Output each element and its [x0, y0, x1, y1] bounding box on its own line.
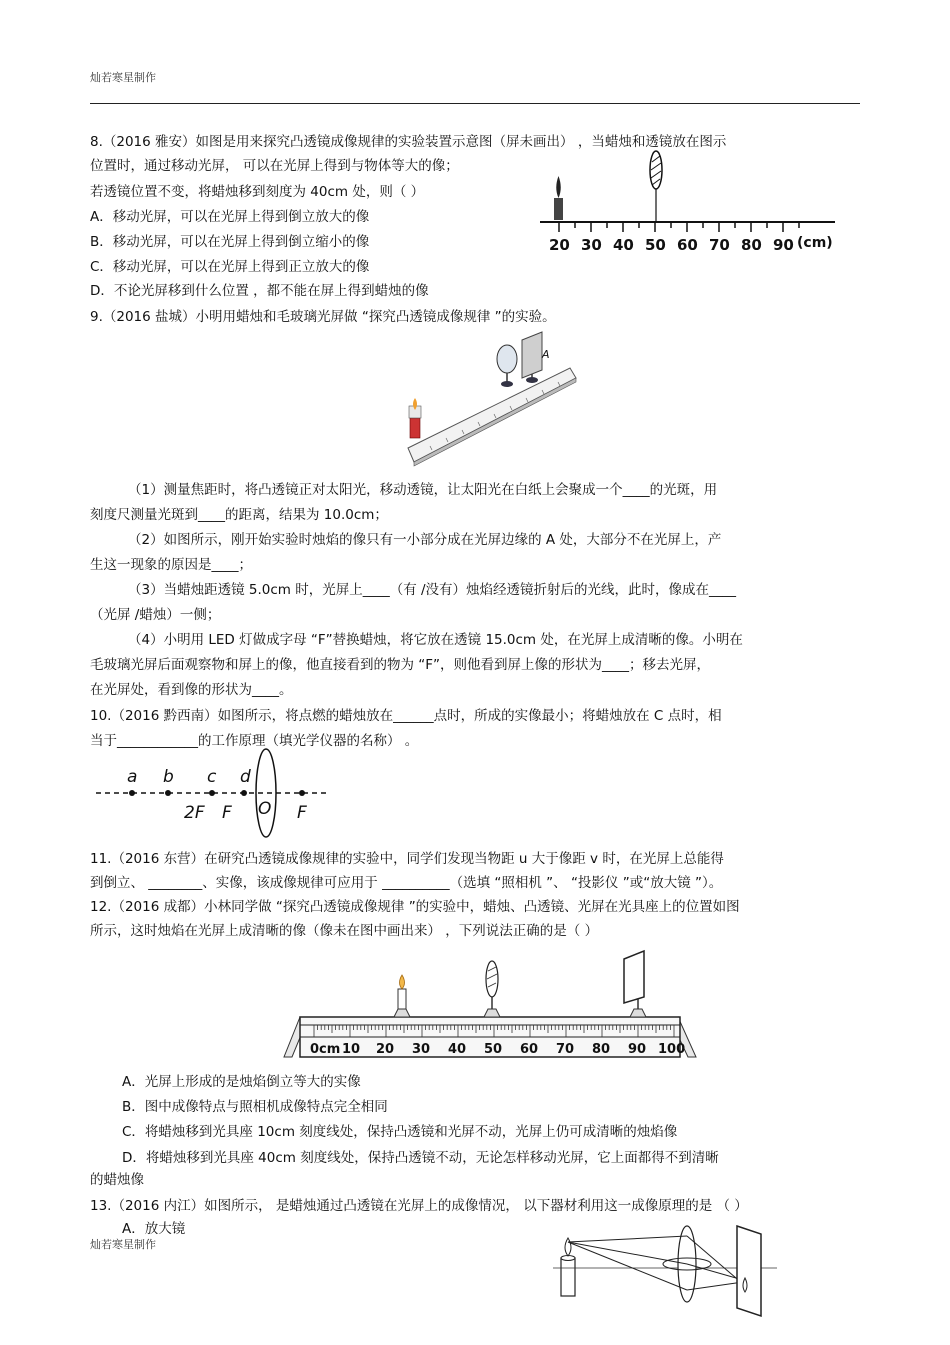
- q13-option-a: A．放大镜: [122, 1221, 186, 1237]
- point-c-label: c: [207, 767, 217, 787]
- label-2f: 2F: [184, 803, 205, 823]
- convex-lens-icon: [497, 345, 517, 373]
- bench-tick-50: 50: [484, 1042, 503, 1057]
- q13-figure-lens-imaging: [553, 1220, 783, 1318]
- q10-line-1: 10.（2016 黔西南）如图所示，将点燃的蜡烛放在______点时，所成的实像最小；将蜡烛放在 C 点时，相: [90, 708, 722, 724]
- ruler-tick-90: 90: [773, 236, 794, 254]
- bench-tick-100: 100: [658, 1042, 686, 1057]
- q9-part-1-line-1: （1）测量焦距时，将凸透镜正对太阳光，移动透镜，让太阳光在白纸上会聚成一个____的光斑，用: [128, 482, 718, 498]
- ruler-tick-80: 80: [741, 236, 762, 254]
- point-b-label: b: [163, 767, 174, 787]
- q9-part-2-line-1: （2）如图所示，刚开始实验时烛焰的像只有一小部分成在光屏边缘的 A 处，大部分不在光屏上，产: [128, 532, 722, 548]
- ruler-tick-60: 60: [677, 236, 698, 254]
- label-o: O: [258, 799, 272, 819]
- bench-tick-70: 70: [556, 1042, 575, 1057]
- q9-part-4-line-2: 毛玻璃光屏后面观察物和屏上的像，他直接看到的物为 “F”，则他看到屏上像的形状为____；移去光屏，: [90, 657, 711, 673]
- candle-icon: [398, 989, 406, 1009]
- header-watermark: 灿若寒星制作: [90, 71, 156, 84]
- q8-figure-ruler: [535, 148, 845, 260]
- light-screen-icon: [737, 1226, 761, 1316]
- q8-line-3: 若透镜位置不变，将蜡烛移到刻度为 40cm 处，则（ ）: [90, 184, 425, 200]
- q12-option-c: C．将蜡烛移到光具座 10cm 刻度线处，保持凸透镜和光屏不动，光屏上仍可成清晰的烛焰像: [122, 1124, 678, 1140]
- q12-line-1: 12.（2016 成都）小林同学做 “探究凸透镜成像规律 ”的实验中，蜡烛、凸透镜、光屏在光具座上的位置如图: [90, 899, 740, 915]
- q9-figure-optical-bench: [400, 330, 585, 470]
- ruler-tick-40: 40: [613, 236, 634, 254]
- q11-line-2: 到倒立、 ________、实像，该成像规律可应用于 __________（选填 “照相机 ”、 “投影仪 ”或“放大镜 ”）。: [90, 875, 723, 891]
- q9-part-4-line-1: （4）小明用 LED 灯做成字母 “F”替换蜡烛，将它放在透镜 15.0cm 处，在光屏上成清晰的像。小明在: [128, 632, 743, 648]
- point-d-label: d: [240, 767, 251, 787]
- q8-option-b: B．移动光屏，可以在光屏上得到倒立缩小的像: [90, 234, 370, 250]
- ruler-tick-30: 30: [581, 236, 602, 254]
- flame-icon: [400, 975, 405, 989]
- q12-line-2: 所示，这时烛焰在光屏上成清晰的像（像未在图中画出来） ，下列说法正确的是（ ）: [90, 923, 599, 939]
- q8-line-2: 位置时，通过移动光屏， 可以在光屏上得到与物体等大的像；: [90, 158, 459, 174]
- label-f-right: F: [297, 803, 307, 823]
- bench-tick-0: 0cm: [310, 1042, 341, 1057]
- ruler-tick-50: 50: [645, 236, 666, 254]
- candle-icon: [554, 198, 563, 220]
- bench-tick-10: 10: [342, 1042, 361, 1057]
- flame-icon: [565, 1238, 571, 1256]
- bench-tick-30: 30: [412, 1042, 431, 1057]
- flame-icon: [556, 176, 561, 198]
- q9-part-4-line-3: 在光屏处，看到像的形状为____。: [90, 682, 293, 698]
- candle-icon: [410, 418, 420, 438]
- q9-part-3-line-2: （光屏 /蜡烛）一侧；: [90, 607, 221, 623]
- q8-option-d: D．不论光屏移到什么位置 ，都不能在屏上得到蜡烛的像: [90, 283, 429, 299]
- label-f-left: F: [222, 803, 232, 823]
- q12-option-d-line-2: 的蜡烛像: [90, 1172, 144, 1188]
- ruler-tick-20: 20: [549, 236, 570, 254]
- bench-tick-40: 40: [448, 1042, 467, 1057]
- q9-part-3-line-1: （3）当蜡烛距透镜 5.0cm 时，光屏上____（有 /没有）烛焰经透镜折射后的光线，此时，像成在____: [128, 582, 737, 598]
- q9-part-2-line-2: 生这一现象的原因是____；: [90, 557, 252, 573]
- q12-option-a: A．光屏上形成的是烛焰倒立等大的实像: [122, 1074, 361, 1090]
- bench-tick-20: 20: [376, 1042, 395, 1057]
- header-divider: [90, 103, 860, 104]
- q10-line-2: 当于____________的工作原理（填光学仪器的名称） 。: [90, 733, 419, 749]
- ruler-tick-70: 70: [709, 236, 730, 254]
- screen-label-a: A: [542, 348, 550, 361]
- q8-line-1: 8.（2016 雅安）如图是用来探究凸透镜成像规律的实验装置示意图（屏未画出） ，当蜡烛和透镜放在图示: [90, 134, 727, 150]
- frosted-screen-icon: [522, 332, 542, 378]
- q8-option-c: C．移动光屏，可以在光屏上得到正立放大的像: [90, 259, 370, 275]
- q13-line-1: 13.（2016 内江）如图所示， 是蜡烛通过凸透镜在光屏上的成像情况， 以下器材利用这一成像原理的是 （ ）: [90, 1198, 748, 1214]
- q11-line-1: 11.（2016 东营）在研究凸透镜成像规律的实验中，同学们发现当物距 u 大于像距 v 时，在光屏上总能得: [90, 851, 724, 867]
- q12-option-d-line-1: D．将蜡烛移到光具座 40cm 刻度线处，保持凸透镜不动，无论怎样移动光屏，它上面都得不到清晰: [122, 1150, 719, 1166]
- q8-option-a: A．移动光屏，可以在光屏上得到倒立放大的像: [90, 209, 370, 225]
- point-a-label: a: [127, 767, 138, 787]
- q12-option-b: B．图中成像特点与照相机成像特点完全相同: [122, 1099, 388, 1115]
- ruler-unit: (cm): [797, 235, 833, 251]
- q9-line-1: 9.（2016 盐城）小明用蜡烛和毛玻璃光屏做 “探究凸透镜成像规律 ”的实验。: [90, 309, 556, 325]
- q12-figure-optical-bench: [278, 945, 706, 1063]
- bench-tick-90: 90: [628, 1042, 647, 1057]
- candle-icon: [561, 1258, 575, 1296]
- footer-watermark: 灿若寒星制作: [90, 1238, 156, 1251]
- q9-part-1-line-2: 刻度尺测量光斑到____的距离，结果为 10.0cm；: [90, 507, 388, 523]
- q10-figure-principal-axis: [90, 748, 330, 840]
- bench-tick-80: 80: [592, 1042, 611, 1057]
- bench-tick-60: 60: [520, 1042, 539, 1057]
- light-screen-icon: [624, 951, 644, 1003]
